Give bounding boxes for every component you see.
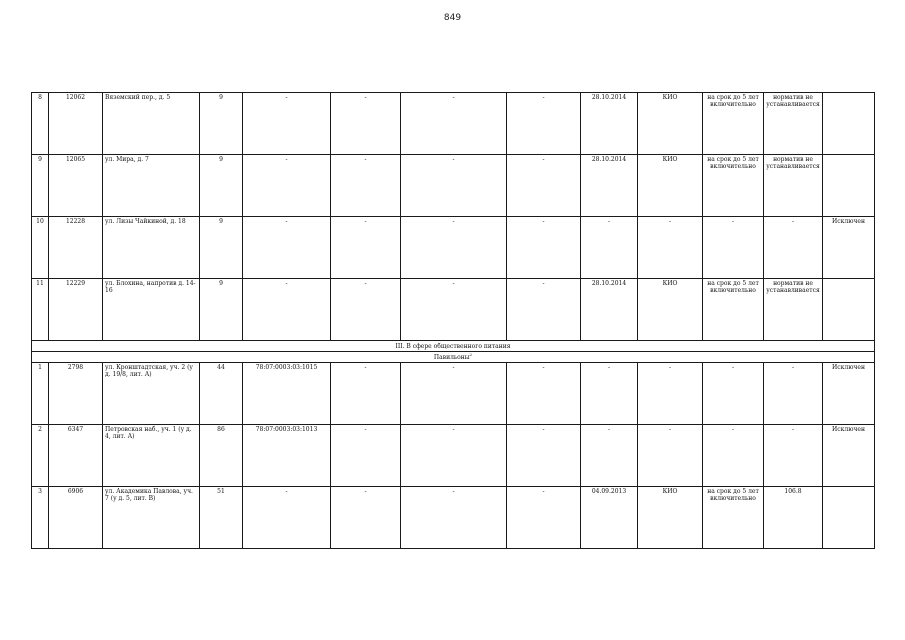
object-id-cell: 12065 xyxy=(49,155,103,217)
row-number-cell: 2 xyxy=(32,425,49,487)
object-id-cell: 6347 xyxy=(49,425,103,487)
page-number: 849 xyxy=(443,13,462,23)
table-body-top xyxy=(32,93,875,341)
subsection-row xyxy=(32,352,875,363)
table-row xyxy=(32,93,875,155)
area-cell: норматив не устанавливается xyxy=(764,279,823,341)
table-body-bottom xyxy=(32,363,875,549)
column-7-cell: - xyxy=(401,93,507,155)
column-8-cell: - xyxy=(507,155,581,217)
object-id-cell: 6906 xyxy=(49,487,103,549)
row-number-cell: 10 xyxy=(32,217,49,279)
column-7-cell: - xyxy=(401,155,507,217)
note-cell xyxy=(823,155,875,217)
date-cell: 04.09.2013 xyxy=(581,487,638,549)
table-row xyxy=(32,279,875,341)
table-row xyxy=(32,487,875,549)
column-7-cell: - xyxy=(401,425,507,487)
note-cell xyxy=(823,93,875,155)
column-8-cell: - xyxy=(507,217,581,279)
note-cell: Исключен xyxy=(823,425,875,487)
date-cell: 28.10.2014 xyxy=(581,93,638,155)
row-number-cell: 3 xyxy=(32,487,49,549)
district-cell: 86 xyxy=(200,425,243,487)
column-7-cell: - xyxy=(401,279,507,341)
subsection-cell xyxy=(32,352,875,363)
table-row xyxy=(32,155,875,217)
note-cell xyxy=(823,487,875,549)
note-cell: Исключен xyxy=(823,363,875,425)
table-row xyxy=(32,425,875,487)
address-cell: ул. Кронштадтская, уч. 2 (у д. 19/8, лит. А) xyxy=(103,363,200,425)
column-6-cell: - xyxy=(331,217,401,279)
organization-cell: - xyxy=(638,425,703,487)
district-cell: 51 xyxy=(200,487,243,549)
column-6-cell: - xyxy=(331,155,401,217)
column-6-cell: - xyxy=(331,279,401,341)
address-cell: ул. Блохина, напротив д. 14-16 xyxy=(103,279,200,341)
row-number-cell: 8 xyxy=(32,93,49,155)
organization-cell: КИО xyxy=(638,279,703,341)
cadastral-number-cell: - xyxy=(243,155,331,217)
column-8-cell: - xyxy=(507,279,581,341)
row-number-cell: 1 xyxy=(32,363,49,425)
date-cell: - xyxy=(581,363,638,425)
district-cell: 9 xyxy=(200,217,243,279)
subsection-footnote: 2 xyxy=(469,351,473,357)
organization-cell: КИО xyxy=(638,487,703,549)
cadastral-number-cell: - xyxy=(243,93,331,155)
address-cell: ул. Мира, д. 7 xyxy=(103,155,200,217)
column-6-cell: - xyxy=(331,363,401,425)
area-cell: - xyxy=(764,363,823,425)
term-cell: на срок до 5 лет включительно xyxy=(703,279,764,341)
term-cell: на срок до 5 лет включительно xyxy=(703,155,764,217)
cadastral-number-cell: 78:07:0003:03:1013 xyxy=(243,425,331,487)
term-cell: на срок до 5 лет включительно xyxy=(703,93,764,155)
object-id-cell: 12228 xyxy=(49,217,103,279)
district-cell: 9 xyxy=(200,93,243,155)
note-cell xyxy=(823,279,875,341)
date-cell: 28.10.2014 xyxy=(581,155,638,217)
organization-cell: КИО xyxy=(638,155,703,217)
subsection-title: Павильоны xyxy=(433,353,470,361)
column-7-cell: - xyxy=(401,487,507,549)
organization-cell: - xyxy=(638,363,703,425)
address-cell: ул. Академика Павлова, уч. 7 (у д. 5, лит. В) xyxy=(103,487,200,549)
date-cell: - xyxy=(581,217,638,279)
object-id-cell: 12229 xyxy=(49,279,103,341)
organization-cell: КИО xyxy=(638,93,703,155)
section-title: III. В сфере общественного питания xyxy=(32,341,875,352)
object-id-cell: 12062 xyxy=(49,93,103,155)
column-7-cell: - xyxy=(401,217,507,279)
address-cell: Петровская наб., уч. 1 (у д. 4, лит. А) xyxy=(103,425,200,487)
area-cell: 106.8 xyxy=(764,487,823,549)
column-6-cell: - xyxy=(331,93,401,155)
district-cell: 9 xyxy=(200,155,243,217)
row-number-cell: 9 xyxy=(32,155,49,217)
address-cell: Вяземский пер., д. 5 xyxy=(103,93,200,155)
column-8-cell: - xyxy=(507,363,581,425)
table-row xyxy=(32,217,875,279)
area-cell: - xyxy=(764,425,823,487)
term-cell: - xyxy=(703,425,764,487)
column-6-cell: - xyxy=(331,487,401,549)
cadastral-number-cell: 78:07:0003:03:1015 xyxy=(243,363,331,425)
area-cell: норматив не устанавливается xyxy=(764,93,823,155)
date-cell: 28.10.2014 xyxy=(581,279,638,341)
table-row xyxy=(32,363,875,425)
schedule-table xyxy=(31,92,875,549)
organization-cell: - xyxy=(638,217,703,279)
term-cell: на срок до 5 лет включительно xyxy=(703,487,764,549)
section-header-block xyxy=(32,341,875,363)
section-row xyxy=(32,341,875,352)
cadastral-number-cell: - xyxy=(243,217,331,279)
column-8-cell: - xyxy=(507,487,581,549)
row-number-cell: 11 xyxy=(32,279,49,341)
object-id-cell: 2798 xyxy=(49,363,103,425)
district-cell: 44 xyxy=(200,363,243,425)
column-8-cell: - xyxy=(507,93,581,155)
note-cell: Исключен xyxy=(823,217,875,279)
term-cell: - xyxy=(703,217,764,279)
cadastral-number-cell: - xyxy=(243,487,331,549)
date-cell: - xyxy=(581,425,638,487)
term-cell: - xyxy=(703,363,764,425)
address-cell: ул. Лизы Чайкиной, д. 18 xyxy=(103,217,200,279)
column-6-cell: - xyxy=(331,425,401,487)
cadastral-number-cell: - xyxy=(243,279,331,341)
area-cell: норматив не устанавливается xyxy=(764,155,823,217)
column-8-cell: - xyxy=(507,425,581,487)
area-cell: - xyxy=(764,217,823,279)
column-7-cell: - xyxy=(401,363,507,425)
district-cell: 9 xyxy=(200,279,243,341)
